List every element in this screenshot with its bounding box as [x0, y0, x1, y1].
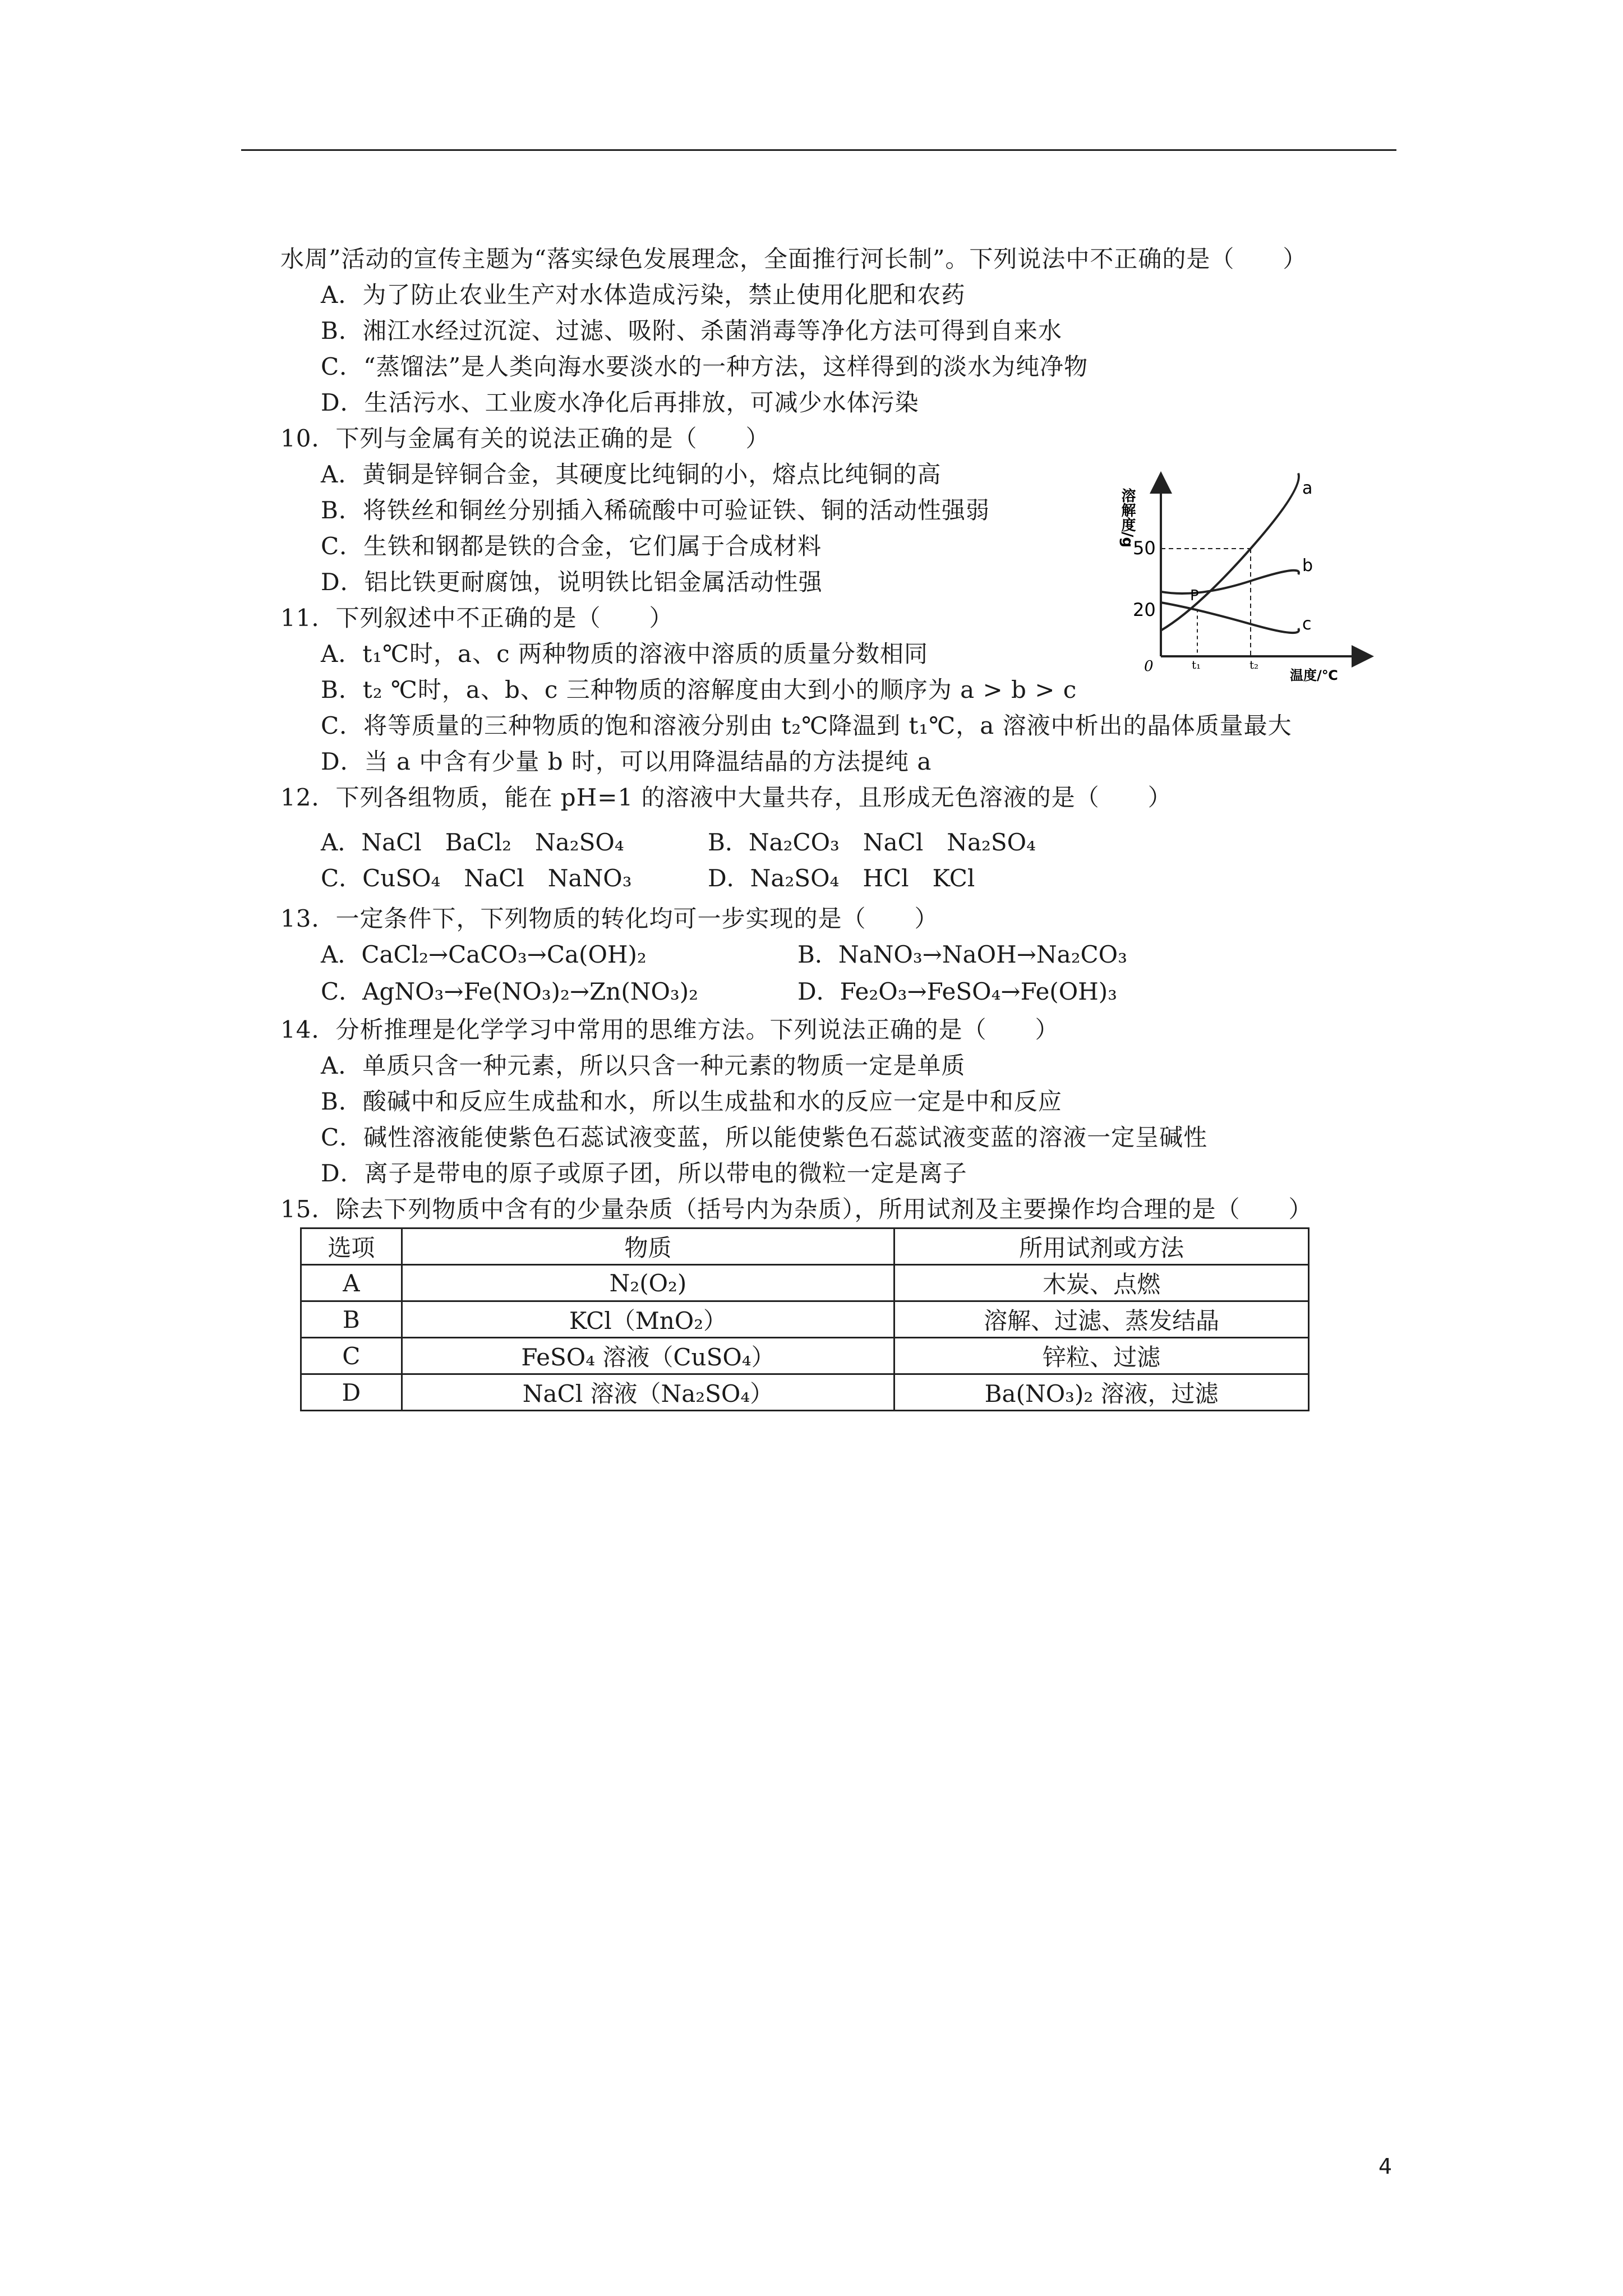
chart-ytick-50: 50	[1133, 537, 1156, 559]
table-row	[301, 1301, 1309, 1338]
chart-xtick-t1: t₁	[1192, 658, 1201, 671]
chart-point-p: P	[1190, 587, 1199, 604]
table-cell: B	[301, 1301, 402, 1338]
q11-stem: 11．下列叙述中不正确的是（ ）	[280, 604, 674, 632]
q14-option-c: C．碱性溶液能使紫色石蕊试液变蓝，所以能使紫色石蕊试液变蓝的溶液一定呈碱性	[321, 1124, 1208, 1151]
q14-option-b: B．酸碱中和反应生成盐和水，所以生成盐和水的反应一定是中和反应	[321, 1088, 1062, 1115]
q9-option-c: C．“蒸馏法”是人类向海水要淡水的一种方法，这样得到的淡水为纯净物	[321, 353, 1089, 380]
table-row	[301, 1338, 1309, 1374]
q11-option-a: A．t₁℃时，a、c 两种物质的溶液中溶质的质量分数相同	[321, 640, 928, 668]
q12-option-d: D．Na₂SO₄ HCl KCl	[708, 864, 975, 892]
table-header-substance: 物质	[402, 1228, 895, 1265]
chart-xlabel: 温度/℃	[1290, 668, 1338, 683]
chart-ylabel: 溶解度/g	[1119, 488, 1136, 548]
q13-option-d: D．Fe₂O₃→FeSO₄→Fe(OH)₃	[797, 978, 1117, 1005]
chart-series-b	[1161, 570, 1299, 593]
q14-option-d: D．离子是带电的原子或原子团，所以带电的微粒一定是离子	[321, 1159, 967, 1187]
q10-option-b: B．将铁丝和铜丝分别插入稀硫酸中可验证铁、铜的活动性强弱	[321, 496, 990, 524]
table-header-method: 所用试剂或方法	[895, 1228, 1309, 1265]
table-cell: D	[301, 1374, 402, 1411]
impurity-table	[300, 1227, 1310, 1411]
q14-option-a: A．单质只含一种元素，所以只含一种元素的物质一定是单质	[321, 1052, 966, 1079]
page-number: 4	[1378, 2154, 1393, 2179]
q9-option-a: A．为了防止农业生产对水体造成污染，禁止使用化肥和农药	[321, 281, 966, 309]
chart-ytick-20: 20	[1133, 599, 1156, 620]
table-cell: FeSO₄ 溶液（CuSO₄）	[402, 1338, 895, 1374]
q10-stem: 10．下列与金属有关的说法正确的是（ ）	[280, 425, 770, 452]
q11-option-b: B．t₂ ℃时，a、b、c 三种物质的溶解度由大到小的顺序为 a > b > c	[321, 676, 1077, 703]
table-row	[301, 1374, 1309, 1411]
chart-label-a: a	[1302, 478, 1313, 498]
table-header-option: 选项	[301, 1228, 402, 1265]
q12-option-b: B．Na₂CO₃ NaCl Na₂SO₄	[708, 829, 1036, 856]
chart-label-b: b	[1302, 556, 1313, 576]
chart-origin: 0	[1144, 658, 1154, 675]
q10-option-c: C．生铁和钢都是铁的合金，它们属于合成材料	[321, 532, 822, 560]
q10-option-d: D．铝比铁更耐腐蚀，说明铁比铝金属活动性强	[321, 568, 823, 596]
q11-option-c: C．将等质量的三种物质的饱和溶液分别由 t₂℃降温到 t₁℃，a 溶液中析出的晶体质量最大	[321, 712, 1292, 739]
q12-stem: 12．下列各组物质，能在 pH=1 的溶液中大量共存，且形成无色溶液的是（ ）	[280, 784, 1172, 811]
table-cell: KCl（MnO₂）	[402, 1301, 895, 1338]
q14-stem: 14．分析推理是化学学习中常用的思维方法。下列说法正确的是（ ）	[280, 1016, 1059, 1043]
solubility-chart	[1119, 471, 1380, 690]
table-cell: NaCl 溶液（Na₂SO₄）	[402, 1374, 895, 1411]
table-cell: A	[301, 1265, 402, 1301]
q15-stem: 15．除去下列物质中含有的少量杂质（括号内为杂质），所用试剂及主要操作均合理的是（ ）	[280, 1195, 1313, 1223]
table-cell: 锌粒、过滤	[895, 1338, 1309, 1374]
table-cell: Ba(NO₃)₂ 溶液，过滤	[895, 1374, 1309, 1411]
q11-option-d: D．当 a 中含有少量 b 时，可以用降温结晶的方法提纯 a	[321, 748, 932, 775]
chart-series-c	[1161, 602, 1299, 633]
table-cell: 溶解、过滤、蒸发结晶	[895, 1301, 1309, 1338]
q13-option-b: B．NaNO₃→NaOH→Na₂CO₃	[797, 941, 1127, 968]
header-rule	[241, 149, 1396, 151]
q12-option-a: A．NaCl BaCl₂ Na₂SO₄	[321, 829, 624, 856]
table-cell: N₂(O₂)	[402, 1265, 895, 1301]
chart-label-c: c	[1302, 614, 1312, 634]
chart-xtick-t2: t₂	[1249, 658, 1259, 671]
table-cell: 木炭、点燃	[895, 1265, 1309, 1301]
q13-stem: 13．一定条件下，下列物质的转化均可一步实现的是（ ）	[280, 905, 939, 932]
q12-option-c: C．CuSO₄ NaCl NaNO₃	[321, 864, 632, 892]
table-row	[301, 1265, 1309, 1301]
q10-option-a: A．黄铜是锌铜合金，其硬度比纯铜的小，熔点比纯铜的高	[321, 461, 942, 488]
q9-option-b: B．湘江水经过沉淀、过滤、吸附、杀菌消毒等净化方法可得到自来水	[321, 317, 1062, 344]
q9-option-d: D．生活污水、工业废水净化后再排放，可减少水体污染	[321, 389, 919, 416]
q13-option-c: C．AgNO₃→Fe(NO₃)₂→Zn(NO₃)₂	[321, 978, 698, 1005]
table-header-row	[301, 1228, 1309, 1265]
q9-stem: 水周”活动的宣传主题为“落实绿色发展理念，全面推行河长制”。下列说法中不正确的是（ ）	[280, 245, 1307, 273]
table-cell: C	[301, 1338, 402, 1374]
q13-option-a: A．CaCl₂→CaCO₃→Ca(OH)₂	[321, 941, 647, 968]
